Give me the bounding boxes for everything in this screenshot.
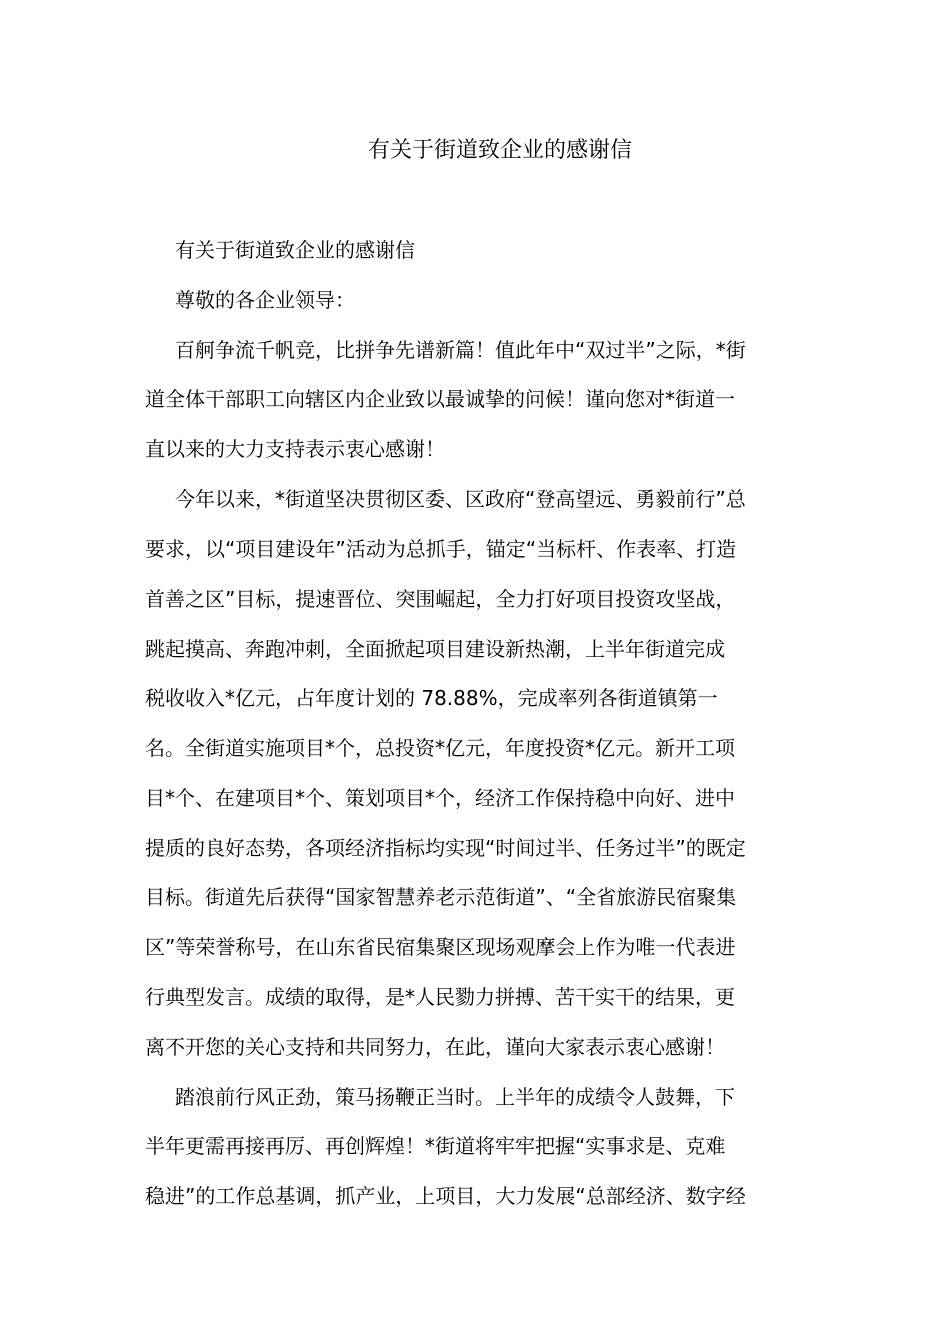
paragraph-line: 百舸争流千帆竞，比拼争先谱新篇！值此年中“双过半”之际，*街: [175, 338, 746, 362]
paragraph-line: 行典型发言。成绩的取得，是*人民勠力拼搏、苦干实干的结果，更: [145, 985, 735, 1009]
paragraph-line: 今年以来，*街道坚决贯彻区委、区政府“登高望远、勇毅前行”总: [175, 487, 746, 511]
paragraph-line: 目*个、在建项目*个、策划项目*个，经济工作保持稳中向好、进中: [145, 786, 735, 810]
paragraph-line: 税收收入*亿元，占年度计划的 78.88%，完成率列各街道镇第一: [145, 686, 718, 710]
heading-line: 有关于街道致企业的感谢信: [175, 238, 415, 262]
paragraph-line: 半年更需再接再厉、再创辉煌！*街道将牢牢把握“实事求是、克难: [145, 1134, 726, 1158]
paragraph-line: 离不开您的关心支持和共同努力，在此，谨向大家表示衷心感谢！: [145, 1035, 725, 1059]
paragraph-line: 道全体干部职工向辖区内企业致以最诚挚的问候！谨向您对*街道一: [145, 387, 735, 411]
document-title: 有关于街道致企业的感谢信: [367, 138, 632, 163]
paragraph-line: 跳起摸高、奔跑冲刺，全面掀起项目建设新热潮，上半年街道完成: [145, 637, 725, 661]
paragraph-line: 要求，以“项目建设年”活动为总抓手，锚定“当标杆、作表率、打造: [145, 537, 737, 561]
paragraph-line: 稳进”的工作总基调，抓产业，上项目，大力发展“总部经济、数字经: [145, 1184, 746, 1208]
paragraph-line: 名。全街道实施项目*个，总投资*亿元，年度投资*亿元。新开工项: [145, 736, 735, 760]
paragraph-line: 首善之区”目标，提速晋位、突围崛起，全力打好项目投资攻坚战，: [145, 587, 736, 611]
paragraph-line: 踏浪前行风正劲，策马扬鞭正当时。上半年的成绩令人鼓舞，下: [175, 1085, 735, 1109]
salutation-line: 尊敬的各企业领导：: [175, 288, 355, 312]
paragraph-line: 提质的良好态势，各项经济指标均实现“时间过半、任务过半”的既定: [145, 836, 746, 860]
paragraph-line: 区”等荣誉称号，在山东省民宿集聚区现场观摩会上作为唯一代表进: [145, 935, 736, 959]
paragraph-line: 直以来的大力支持表示衷心感谢！: [145, 437, 445, 461]
paragraph-line: 目标。街道先后获得“国家智慧养老示范街道”、“全省旅游民宿聚集: [145, 885, 737, 909]
